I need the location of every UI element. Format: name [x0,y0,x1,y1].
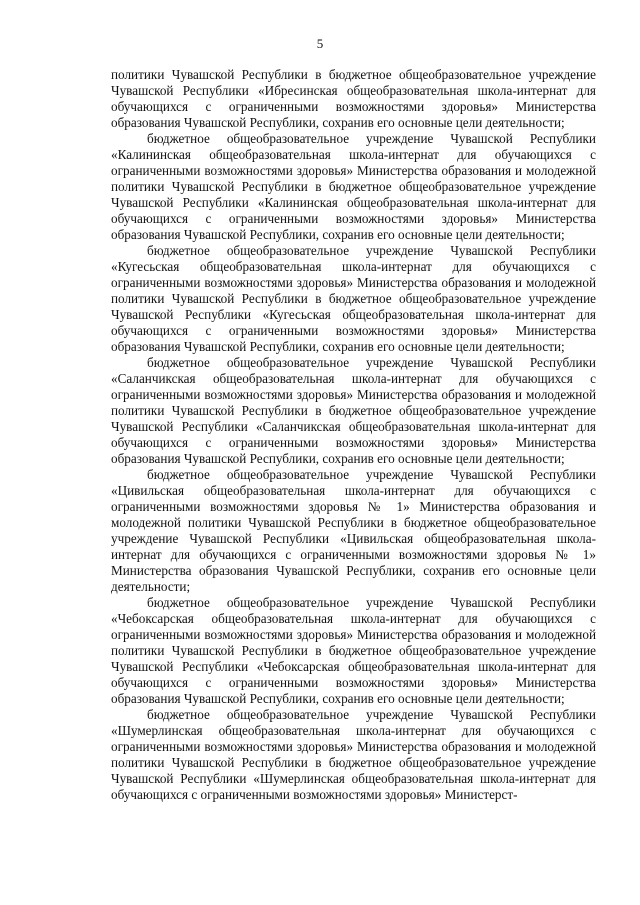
paragraph: бюджетное общеобразовательное учреждение Чувашской Республики «Цивильская общеобразовательная школа-интернат для обучающихся с ограниченными возможностями здоровья № 1» Министерства образования и молодежной политики Чувашской Республики в бюджетное общеобразовательное учреждение Чувашской Республики «Цивильская общеобразовательная школа-интернат для обучающихся с ограниченными возможностями здоровья № 1» Министерства образования Чувашской Республики, сохранив его основные цели деятельности; [111,467,596,594]
paragraph: бюджетное общеобразовательное учреждение Чувашской Республики «Шумерлинская общеобразовательная школа-интернат для обучающихся с ограниченными возможностями здоровья» Министерства образования и молодежной политики Чувашской Республики в бюджетное общеобразовательное учреждение Чувашской Республики «Шумерлинская общеобразовательная школа-интернат для обучающихся с ограниченными возможностями здоровья» Министерст- [111,707,596,802]
paragraph: бюджетное общеобразовательное учреждение Чувашской Республики «Калининская общеобразовательная школа-интернат для обучающихся с ограниченными возможностями здоровья» Министерства образования и молодежной политики Чувашской Республики в бюджетное общеобразовательное учреждение Чувашской Республики «Калининская общеобразовательная школа-интернат для обучающихся с ограниченными возможностями здоровья» Министерства образования Чувашской Республики, сохранив его основные цели деятельности; [111,131,596,242]
paragraph: бюджетное общеобразовательное учреждение Чувашской Республики «Кугесьская общеобразовательная школа-интернат для обучающихся с ограниченными возможностями здоровья» Министерства образования и молодежной политики Чувашской Республики в бюджетное общеобразовательное учреждение Чувашской Республики «Кугесьская общеобразовательная школа-интернат для обучающихся с ограниченными возможностями здоровья» Министерства образования Чувашской Республики, сохранив его основные цели деятельности; [111,243,596,354]
document-body [111,67,596,803]
page-number: 5 [316,36,324,51]
paragraph: бюджетное общеобразовательное учреждение Чувашской Республики «Саланчикская общеобразовательная школа-интернат для обучающихся с ограниченными возможностями здоровья» Министерства образования и молодежной политики Чувашской Республики в бюджетное общеобразовательное учреждение Чувашской Республики «Саланчикская общеобразовательная школа-интернат для обучающихся с ограниченными возможностями здоровья» Министерства образования Чувашской Республики, сохранив его основные цели деятельности; [111,355,596,466]
paragraph: бюджетное общеобразовательное учреждение Чувашской Республики «Чебоксарская общеобразовательная школа-интернат для обучающихся с ограниченными возможностями здоровья» Министерства образования и молодежной политики Чувашской Республики в бюджетное общеобразовательное учреждение Чувашской Республики «Чебоксарская общеобразовательная школа-интернат для обучающихся с ограниченными возможностями здоровья» Министерства образования Чувашской Республики, сохранив его основные цели деятельности; [111,595,596,706]
paragraph: политики Чувашской Республики в бюджетное общеобразовательное учреждение Чувашской Республики «Ибресинская общеобразовательная школа-интернат для обучающихся с ограниченными возможностями здоровья» Министерства образования Чувашской Республики, сохранив его основные цели деятельности; [111,67,596,130]
